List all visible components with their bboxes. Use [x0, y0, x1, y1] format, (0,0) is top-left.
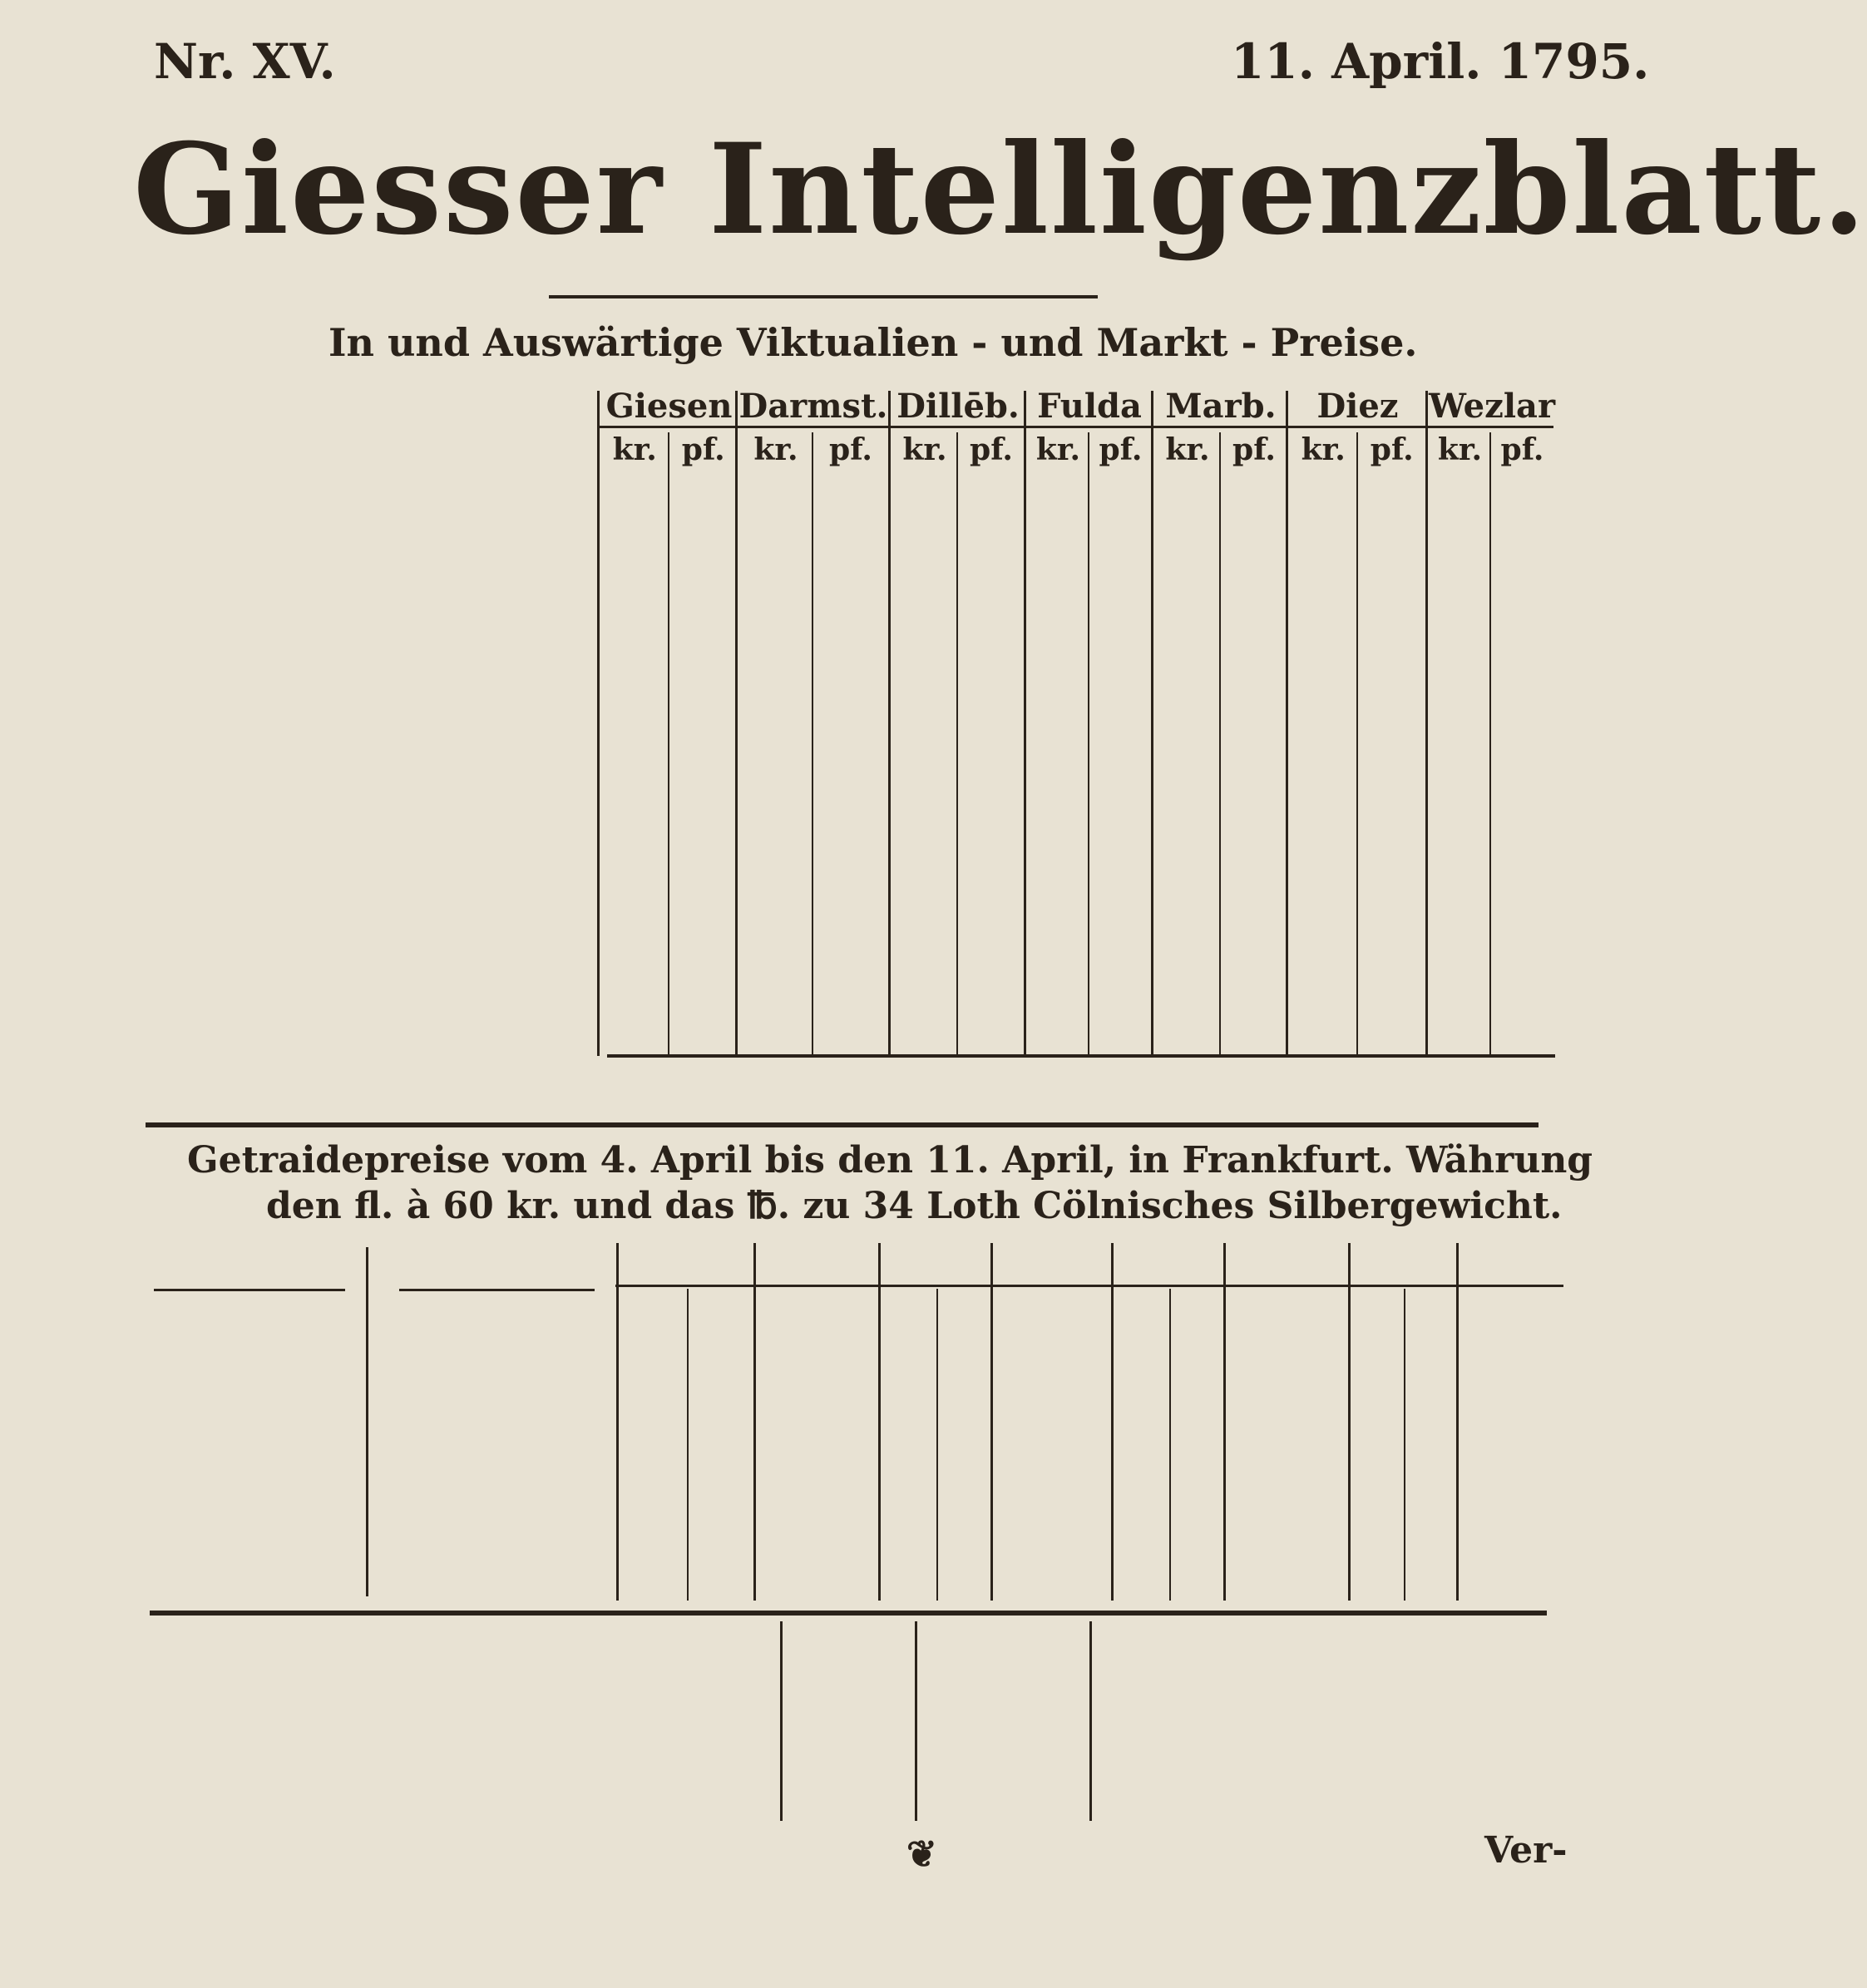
- victuals-city-header: Darmst.: [738, 387, 888, 426]
- grain-group-divider: [1111, 1243, 1114, 1601]
- ornament-mark: ❦: [906, 1833, 937, 1876]
- issue-number: Nr. XV.: [154, 33, 336, 90]
- section-rule-1: [146, 1122, 1539, 1127]
- grain-group-divider: [753, 1243, 756, 1601]
- victuals-unit-header: pf.: [1232, 432, 1276, 467]
- victuals-city-header: Fulda: [1037, 387, 1142, 426]
- issue-date: 11. April. 1795.: [1231, 33, 1650, 90]
- victuals-unit-header: kr.: [1035, 432, 1081, 467]
- victuals-unit-header: kr.: [1165, 432, 1210, 467]
- victuals-group-divider: [735, 391, 738, 1056]
- grain-unit-divider: [936, 1289, 938, 1601]
- grain-group-divider: [878, 1243, 881, 1601]
- grain-staedte-underline: [154, 1289, 345, 1291]
- victuals-unit-divider: [956, 432, 958, 1056]
- victuals-bottom-rule: [607, 1054, 1555, 1058]
- victuals-unit-header: pf.: [1099, 432, 1143, 467]
- victuals-title: In und Auswärtige Viktualien - und Markt - Preise.: [328, 320, 1418, 365]
- bread-divider-1: [780, 1621, 783, 1821]
- victuals-unit-header: kr.: [1437, 432, 1483, 467]
- victuals-unit-divider: [1356, 432, 1358, 1056]
- victuals-group-divider: [1286, 391, 1288, 1056]
- victuals-group-divider: [1151, 391, 1153, 1056]
- victuals-unit-divider: [1219, 432, 1221, 1056]
- title-rule: [549, 295, 1098, 298]
- masthead-title: Giesser Intelligenzblatt.: [133, 116, 1867, 263]
- victuals-unit-divider: [1489, 432, 1491, 1056]
- grain-title-line1: Getraidepreise vom 4. April bis den 11. April, in Frankfurt. Währung: [187, 1139, 1593, 1181]
- grain-group-divider: [1456, 1243, 1459, 1601]
- bread-divider-2: [915, 1621, 917, 1821]
- victuals-unit-divider: [668, 432, 669, 1056]
- victuals-group-divider: [597, 391, 600, 1056]
- grain-group-divider: [1348, 1243, 1351, 1601]
- victuals-unit-header: kr.: [902, 432, 947, 467]
- victuals-unit-divider: [1088, 432, 1089, 1056]
- victuals-city-header: Giesen: [605, 387, 733, 426]
- grain-title-line2: den fl. à 60 kr. und das ℔. zu 34 Loth Cölnisches Silbergewicht.: [266, 1185, 1563, 1227]
- grain-unit-divider: [1169, 1289, 1171, 1601]
- bread-divider-3: [1089, 1621, 1092, 1821]
- victuals-unit-header: kr.: [753, 432, 798, 467]
- grain-gemaes-underline: [399, 1289, 595, 1291]
- victuals-unit-divider: [812, 432, 813, 1056]
- victuals-unit-header: pf.: [1370, 432, 1414, 467]
- grain-unit-divider: [687, 1289, 689, 1601]
- victuals-unit-header: pf.: [681, 432, 725, 467]
- victuals-city-header: Wezlar: [1429, 387, 1556, 426]
- victuals-city-header: Marb.: [1165, 387, 1277, 426]
- victuals-city-header: Diez: [1316, 387, 1399, 426]
- victuals-unit-header: kr.: [612, 432, 657, 467]
- victuals-unit-header: pf.: [970, 432, 1013, 467]
- victuals-unit-header: pf.: [829, 432, 872, 467]
- victuals-group-divider: [1024, 391, 1026, 1056]
- grain-unit-divider: [1404, 1289, 1405, 1601]
- victuals-header-rule: [597, 426, 1553, 428]
- grain-group-divider: [990, 1243, 993, 1601]
- victuals-city-header: Dillēb.: [896, 387, 1020, 426]
- grain-city-divider: [366, 1247, 368, 1596]
- grain-header-rule: [615, 1285, 1563, 1287]
- catchword: Ver-: [1484, 1829, 1568, 1872]
- grain-group-divider: [1223, 1243, 1226, 1601]
- victuals-group-divider: [888, 391, 891, 1056]
- victuals-unit-header: pf.: [1500, 432, 1544, 467]
- victuals-unit-header: kr.: [1301, 432, 1346, 467]
- section-rule-2: [150, 1611, 1547, 1616]
- victuals-group-divider: [1425, 391, 1428, 1056]
- grain-group-divider: [616, 1243, 619, 1601]
